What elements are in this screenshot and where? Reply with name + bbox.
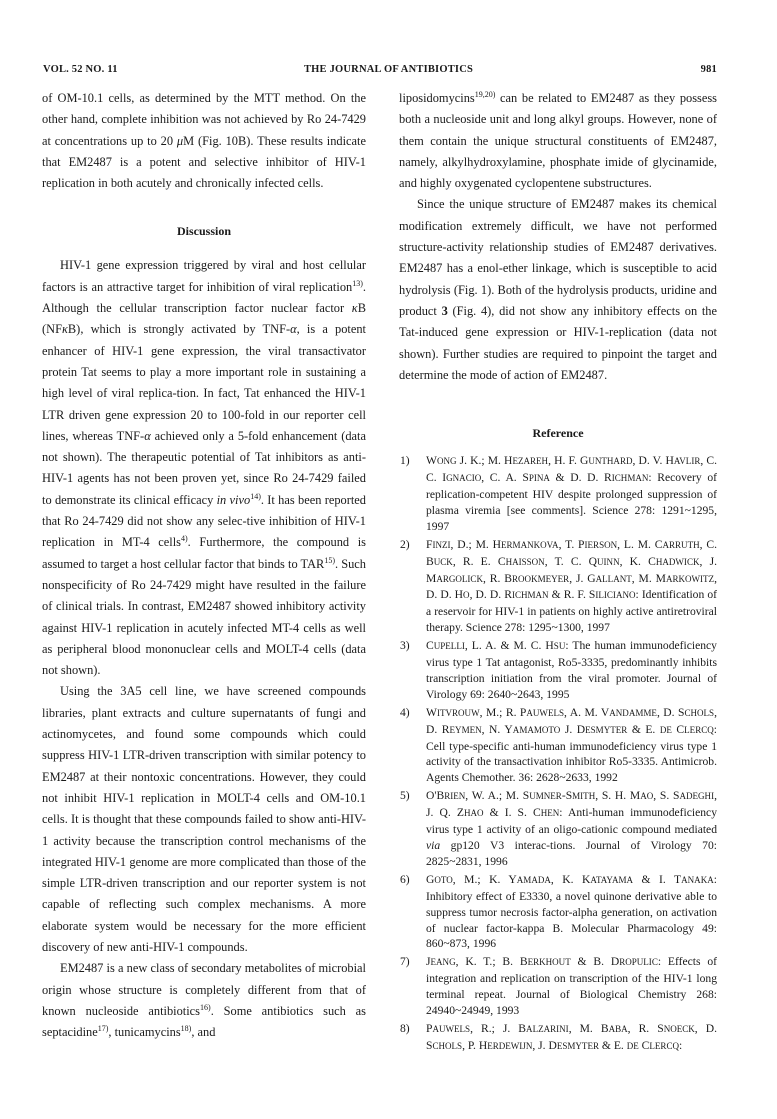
citation-superscript: 16) <box>200 1002 211 1012</box>
running-header-volume: VOL. 52 NO. 11 <box>43 64 118 75</box>
paragraph-discussion-4: Since the unique structure of EM2487 makes its chemical modification extremely difficult, we have not performed structure-activity relationship studies of EM2487 derivatives. EM2487 has a enol-ether linkage, which is susceptible to acid hydrolysis (Fig. 1). Both of the hydrolysis products, uridine and product 3 (Fig. 4), did not show any inhibitory effects on the Tat-induced gene expression or HIV-1-replication (data not shown). Further studies are required to pinpoint the target and determine the mode of action of EM2487. <box>399 197 718 382</box>
reference-text: CUPELLI, L. A. & M. C. HSU: The human immunodeficiency virus type 1 Tat antagonist, Ro5-3335, predominantly inhibits transcription initiation from the viral promoter. Journal of Virology 69: 2640~2643, 1995 <box>426 639 717 701</box>
reference-text: GOTO, M.; K. YAMADA, K. KATAYAMA & I. TANAKA: Inhibitory effect of E3330, a novel quinone derivative able to suppress tumor necrosis factor-alpha generation, on activation of nuclear factor-kappa B. Molecular Pharmacology 49: 860~873, 1996 <box>426 872 717 951</box>
reference-number: 2) <box>400 537 410 551</box>
citation-superscript: 19,20) <box>474 90 496 99</box>
citation-superscript: 17) <box>97 1024 109 1034</box>
reference-item <box>399 537 717 636</box>
left-column <box>42 88 366 1043</box>
reference-number: 4) <box>400 705 410 719</box>
reference-item <box>399 638 717 703</box>
paragraph-discussion-1: HIV-1 gene expression triggered by viral and host cellular factors is an attractive target for inhibition of viral replication$^{13)}$. Although the cellular transcription factor nuclear factor κB (NFκB), which is strongly activated by TNF-α, is a potent enhancer of HIV-1 gene expression, the viral transactivator protein Tat seems to play a more important role in sustaining a high level of viral replica-tion. In fact, Tat enhanced the HIV-1 LTR driven gene expression 20 to 100-fold in our reporter cell lines, whereas TNF-α achieved only a 5-fold enhancement (data not shown). The therapeutic potential of Tat inhibitors as anti-HIV-1 agents has not been proven yet, since Ro 24-7429 failed to demonstrate its clinical efficacy in vivo$^{14)}$. It has been reported that Ro 24-7429 did not show any selec-tive inhibition of HIV-1 replication in MT-4 cells$^{4)}$. Furthermore, the compound is assumed to target a host cellular factor that binds to TAR$^{15)}$. Such nonspecificity of Ro 24-7429 might have resulted in the failure of clinical trials. In contrast, EM2487 showed inhibitory activity against HIV-1 replication in acutely infected MT-4 cells as well as peripheral blood mononuclear cells and MOLT-4 cells (data not shown). <box>42 258 367 678</box>
reference-list <box>399 453 717 1055</box>
reference-item <box>399 788 717 870</box>
reference-authors: O'BRIEN, W. A.; M. SUMNER-SMITH, S. H. MAO, S. SADEGHI, J. Q. ZHAO & I. S. CHEN: <box>426 789 717 820</box>
citation-superscript: 15) <box>324 555 335 565</box>
reference-text: O'BRIEN, W. A.; M. SUMNER-SMITH, S. H. MAO, S. SADEGHI, J. Q. ZHAO & I. S. CHEN: Anti-human immunodeficiency virus type 1 activity of an oligo-cationic compound mediated via gp120 V3 interac-tions. Journal of Virology 70: 2825~2831, 1996 <box>426 789 717 868</box>
paragraph-discussion-2: Using the 3A5 cell line, we have screened compounds libraries, plant extracts and culture supernatants of fungi and actinomycetes, and found some compounds which could suppress HIV-1 LTR-driven transcription with similar potency to EM2487 at their nontoxic concentrations. However, they could not inhibit HIV-1 replication in MOLT-4 cells and OM-10.1 cells. It is thought that these compounds failed to show anti-HIV-1 activity because the transcription control mechanisms of the integrated HIV-1 genome are more complicated than those of the simple LTR-driven transcription and our reporter system is not capable of reflecting such complex mechanisms. A more elaborate system would be necessary for the more efficient discovery of new anti-HIV-1 compounds. <box>42 684 366 954</box>
reference-authors: PAUWELS, R.; J. BALZARINI, M. BABA, R. SNOECK, D. SCHOLS, P. HERDEWIJN, J. DESMYTER & E. DE CLERCQ: <box>426 1021 717 1052</box>
section-heading-discussion: Discussion <box>176 224 232 239</box>
reference-authors: WITVROUW, M.; R. PAUWELS, A. M. VANDAMME, D. SCHOLS, D. REYMEN, N. YAMAMOTO J. DESMYTER & E. DE CLERCQ: <box>426 705 717 736</box>
reference-number: 7) <box>400 955 410 969</box>
reference-item <box>399 1021 717 1055</box>
citation-superscript: 18) <box>180 1024 192 1034</box>
citation-superscript: 4) <box>180 534 188 544</box>
paragraph-discussion-3: EM2487 is a new class of secondary metabolites of microbial origin whose structure is completely different from that of known nucleoside antibiotics$^{16)}$. Some antibiotics such as septacidine$^{17)}$, tunicamycins$^{18)}$, and <box>42 961 367 1040</box>
reference-number: 5) <box>400 789 410 803</box>
paragraph-results-conclusion: of OM-10.1 cells, as determined by the MTT method. On the other hand, complete inhibition was not achieved by Ro 24-7429 at concentrations up to 20 μM (Fig. 10B). These results indicate that EM2487 is a potent and selective inhibitor of HIV-1 replication in both acutely and chronically infected cells. <box>42 91 366 191</box>
reference-number: 1) <box>400 454 410 468</box>
running-header-journal: THE JOURNAL OF ANTIBIOTICS <box>303 64 474 75</box>
reference-text: FINZI, D.; M. HERMANKOVA, T. PIERSON, L. M. CARRUTH, C. BUCK, R. E. CHAISSON, T. C. QUINN, K. CHADWICK, J. MARGOLICK, R. BROOKMEYER, J. GALLANT, M. MARKOWITZ, D. D. HO, D. D. RICHMAN & R. F. SILICIANO: Identification of a reservoir for HIV-1 in patients on highly active antiretroviral therapy. Science 278: 1295~1300, 1997 <box>426 537 717 635</box>
reference-number: 3) <box>400 639 410 653</box>
reference-item <box>399 453 717 535</box>
reference-item <box>399 872 717 953</box>
reference-authors: JEANG, K. T.; B. BERKHOUT & B. DROPULIC: <box>426 955 662 969</box>
reference-authors: GOTO, M.; K. YAMADA, K. KATAYAMA & I. TANAKA: <box>426 872 717 886</box>
reference-number: 8) <box>400 1021 410 1035</box>
section-heading-reference: Reference <box>532 426 584 441</box>
page-number: 981 <box>700 64 717 75</box>
reference-text <box>426 1021 717 1055</box>
citation-superscript: 13) <box>352 278 363 288</box>
reference-item <box>399 705 717 787</box>
reference-number: 6) <box>400 872 410 886</box>
reference-text: JEANG, K. T.; B. BERKHOUT & B. DROPULIC: Effects of integration and replication on transcription of the HIV-1 long terminal repeat. Journal of Biological Chemistry 268: 24940~24949, 1993 <box>426 955 717 1018</box>
paragraph-discussion-3-continued: liposidomycins$^{19,20)}$ can be related to EM2487 as they possess both a nucleoside unit and long alkyl groups. However, none of them contain the unique structural constituents of EM2487, namely, alkylhydroxylamine, phosphate imide of glycinamide, and highly oxygenated cyclopentene substructures. <box>399 90 717 191</box>
reference-text: WONG J. K.; M. HEZAREH, H. F. GUNTHARD, D. V. HAVLIR, C. C. IGNACIO, C. A. SPINA & D. D. RICHMAN: Recovery of replication-competent HIV despite prolonged suppression of plasma viremia [see comments]. Science 278: 1291~1295, 1997 <box>426 454 718 533</box>
citation-superscript: 14) <box>250 491 261 501</box>
reference-authors: CUPELLI, L. A. & M. C. HSU: <box>426 639 569 653</box>
reference-item <box>399 954 717 1019</box>
right-column <box>399 88 717 1057</box>
reference-authors: FINZI, D.; M. HERMANKOVA, T. PIERSON, L. M. CARRUTH, C. BUCK, R. E. CHAISSON, T. C. QUINN, K. CHADWICK, J. MARGOLICK, R. BROOKMEYER, J. GALLANT, M. MARKOWITZ, D. D. HO, D. D. RICHMAN & R. F. SILICIANO: <box>426 537 717 602</box>
reference-text: WITVROUW, M.; R. PAUWELS, A. M. VANDAMME, D. SCHOLS, D. REYMEN, N. YAMAMOTO J. DESMYTER & E. DE CLERCQ: Cell type-specific anti-human immunodeficiency virus type 1 activity of the transactivation inhibitor Ro5-3335. Antimicrob. Agents Chemother. 36: 2628~2633, 1992 <box>426 705 717 785</box>
reference-authors: WONG J. K.; M. HEZAREH, H. F. GUNTHARD, D. V. HAVLIR, C. C. IGNACIO, C. A. SPINA & D. D. RICHMAN: <box>426 454 717 485</box>
